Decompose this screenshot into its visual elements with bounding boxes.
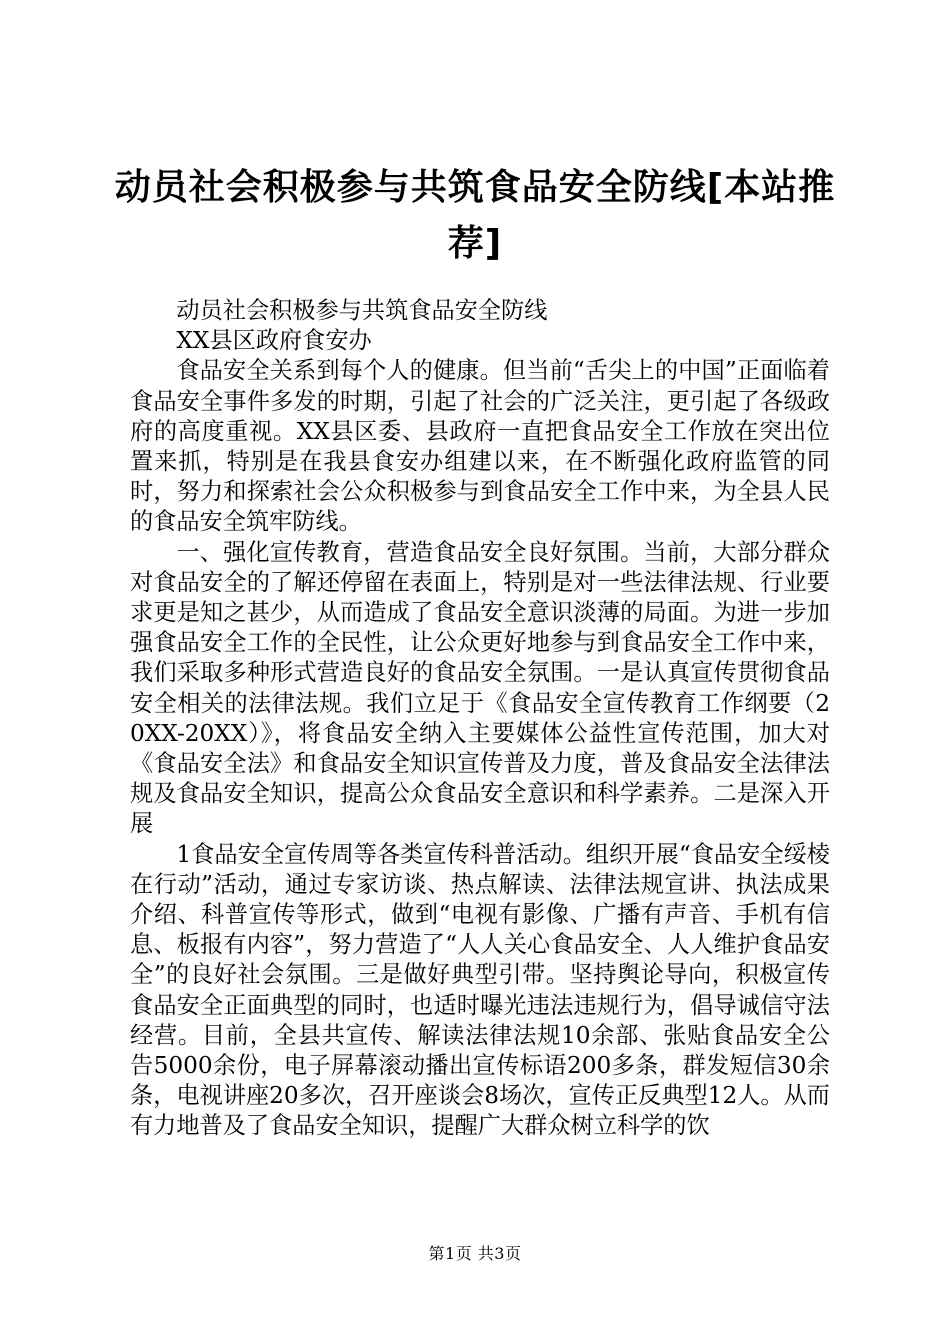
section-one-paragraph: 一、强化宣传教育，营造食品安全良好氛围。当前，大部分群众对食品安全的了解还停留在表面上，特别是对一些法律法规、行业要求更是知之甚少，从而造成了食品安全意识淡薄的局面。为进一步加强食品安全工作的全民性，让公众更好地参与到食品安全工作中来，我们采取多种形式营造良好的食品安全氛围。一是认真宣传贯彻食品安全相关的法律法规。我们立足于《食品安全宣传教育工作纲要（20XX-20XX）》，将食品安全纳入主要媒体公益性宣传范围，加大对《食品安全法》和食品安全知识宣传普及力度，普及食品安全法律法规及食品安全知识，提高公众食品安全意识和科学素养。二是深入开展 — [130, 538, 830, 838]
page-number-footer: 第1页 共3页 — [428, 1244, 522, 1263]
document-title: 动员社会积极参与共筑食品安全防线[本站推荐] — [114, 167, 836, 264]
intro-paragraph: 食品安全关系到每个人的健康。但当前“舌尖上的中国”正面临着食品安全事件多发的时期，引起了社会的广泛关注，更引起了各级政府的高度重视。XX县区委、县政府一直把食品安全工作放在突出位置来抓，特别是在我县食安办组建以来，在不断强化政府监管的同时，努力和探索社会公众积极参与到食品安全工作中来，为全县人民的食品安全筑牢防线。 — [130, 357, 830, 536]
activities-paragraph: 1食品安全宣传周等各类宣传科普活动。组织开展“食品安全绥棱在行动”活动，通过专家访谈、热点解读、法律法规宣讲、执法成果介绍、科普宣传等形式，做到“电视有影像、广播有声音、手机有信息、板报有内容”，努力营造了“人人关心食品安全、人人维护食品安全”的良好社会氛围。三是做好典型引带。坚持舆论导向，积极宣传食品安全正面典型的同时，也适时曝光违法违规行为，倡导诚信守法经营。目前，全县共宣传、解读法律法规10余部、张贴食品安全公告5000余份，电子屏幕滚动播出宣传标语200多条，群发短信30余条，电视讲座20多次，召开座谈会8场次，宣传正反典型12人。从而有力地普及了食品安全知识，提醒广大群众树立科学的饮 — [130, 840, 830, 1140]
subtitle-paragraph: 动员社会积极参与共筑食品安全防线 — [176, 297, 548, 324]
author-paragraph: XX县区政府食安办 — [176, 327, 372, 355]
document-body — [130, 296, 830, 1142]
